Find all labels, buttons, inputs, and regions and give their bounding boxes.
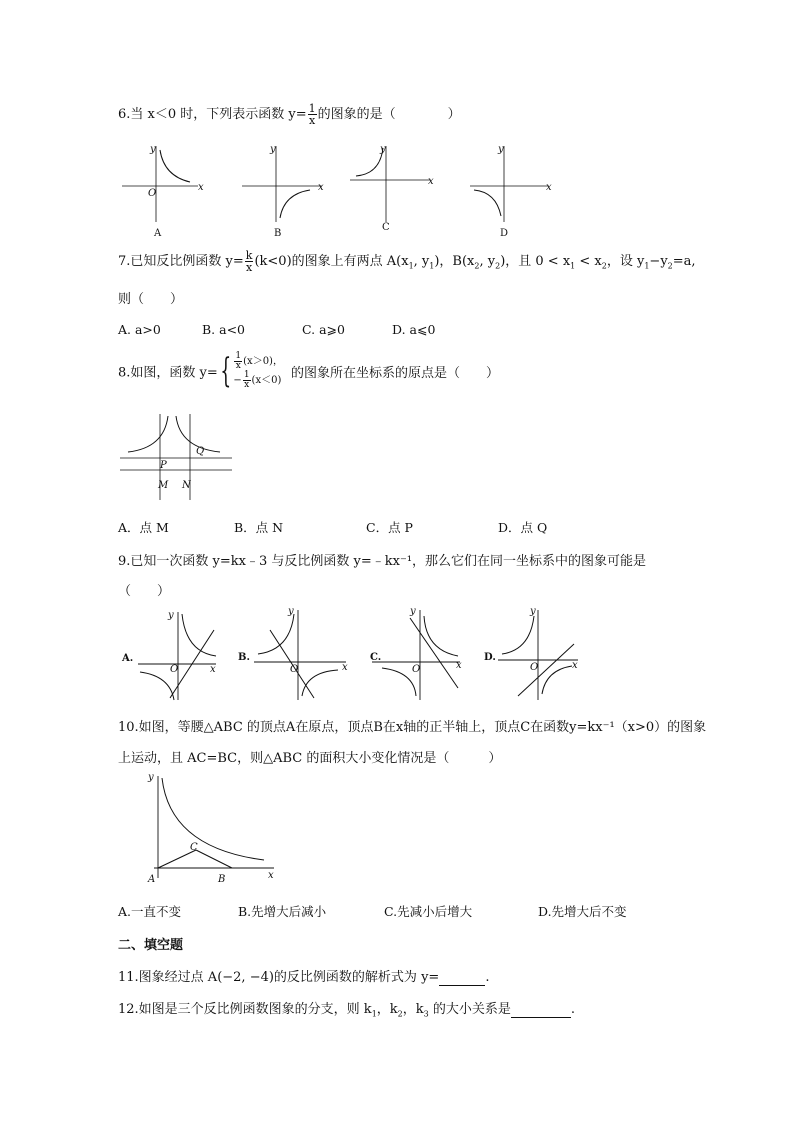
svg-text:x: x [268,870,274,881]
svg-text:C.: C. [370,652,382,663]
question-9: 9.已知一次函数 y=kx﹣3 与反比例函数 y=﹣kx⁻¹，那么它们在同一坐标系中的图象可能是 [118,554,647,569]
svg-text:O: O [412,664,421,675]
q10-option-c[interactable]: C.先减小后增大 [384,904,473,919]
question-11: 11.图象经过点 A(−2, −4)的反比例函数的解析式为 y= . [118,970,490,985]
q10-option-a[interactable]: A.一直不变 [118,904,182,919]
q8-graph [120,412,232,502]
svg-text:y: y [288,606,294,617]
q6-label-b: B [274,228,282,239]
svg-text:y: y [270,144,276,155]
q12-answer-blank[interactable] [511,1002,571,1018]
q6-label-a: A [154,228,162,239]
svg-text:y: y [498,144,504,155]
q10-label-a: A [148,874,156,885]
q9-graph-d [484,606,578,700]
q6-a-origin: O [148,188,157,199]
q8-option-a[interactable]: A．点 M [118,520,169,535]
svg-text:y: y [148,772,154,783]
q9-graph-a [121,610,216,700]
q6-graph-a [122,144,204,222]
svg-text:y: y [530,606,536,617]
svg-text:x: x [342,662,348,673]
q10-line2: 上运动，且 AC=BC，则△ABC 的面积大小变化情况是（ ） [118,751,502,766]
q6-fraction: $\frac{1}{x}$ [308,102,316,127]
q8-option-b[interactable]: B．点 N [234,520,284,535]
q6-label-c: C [382,222,390,233]
q7-option-a[interactable]: A. a>0 [118,322,161,337]
q11-answer-blank[interactable] [439,970,485,986]
q8-label-p: P [160,460,167,471]
svg-text:D.: D. [484,652,496,663]
q10-graph [140,770,290,886]
svg-text:y: y [380,144,386,155]
q8-brace: { [220,351,232,391]
svg-text:x: x [572,660,578,671]
svg-text:x: x [198,182,204,193]
q8-label-n: N [182,480,191,491]
question-10: 10.如图，等腰△ABC 的顶点A在原点，顶点B在x轴的正半轴上，顶点C在函数y=kx⁻¹（x>0）的图象 [118,720,707,735]
question-7: 7.已知反比例函数 y= $\frac{k}{x}$ (k<0)的图象上有两点 $A(x_1$, $y_1$)，$B(x_2$, $y_2$)，且 $0 < x_1 < x_2$，设 $y_1-y_2=a$, [118,249,696,274]
svg-text:y: y [150,144,156,155]
q9-graph-c [370,606,462,700]
svg-text:B.: B. [238,652,250,663]
q6-prefix: 6.当 x＜0 时，下列表示函数 y= [118,107,307,122]
q6-graph-d [470,144,552,222]
svg-text:x: x [210,664,216,675]
q7-line2: 则（ ） [118,292,184,307]
question-12: 12.如图是三个反比例函数图象的分支，则 $k_1$，$k_2$，$k_3$ 的大小关系是 . [118,1002,576,1019]
section-fill-in-title: 二、填空题 [118,938,184,953]
svg-text:x: x [318,182,324,193]
q8-option-d[interactable]: D．点 Q [498,520,548,535]
svg-text:O: O [290,664,299,675]
question-8: 8.如图，函数 y={ $\frac{1}{x}$ (x＞0)， − $\frac{1}{x}$ (x＜0) 的图象所在坐标系的原点是（ ） [118,351,499,391]
q10-option-b[interactable]: B.先增大后减小 [238,904,327,919]
q6-label-d: D [500,228,509,239]
q7-option-d[interactable]: D. a⩽0 [392,322,436,337]
svg-text:x: x [546,182,552,193]
q10-label-c: C [190,842,198,853]
q7-option-c[interactable]: C. a⩾0 [302,322,345,337]
svg-text:y: y [168,610,174,621]
q10-option-d[interactable]: D.先增大后不变 [538,904,627,919]
q8-label-q: Q [196,446,205,457]
q9-line2: （ ） [118,584,171,599]
svg-text:x: x [456,660,462,671]
q9-graphs [120,604,580,704]
q8-option-c[interactable]: C．点 P [366,520,413,535]
svg-text:A.: A. [122,653,134,664]
q8-label-m: M [158,480,169,491]
svg-text:y: y [410,606,416,617]
q6-graph-b [242,144,324,222]
svg-text:O: O [530,662,539,673]
q10-label-b: B [218,874,226,885]
q6-graph-c [350,144,434,222]
q7-option-b[interactable]: B. a<0 [202,322,246,337]
q8-piecewise: $\frac{1}{x}$ (x＞0)， − $\frac{1}{x}$ (x＜0) [233,351,283,390]
svg-text:O: O [170,664,179,675]
question-6 [118,103,461,126]
q9-graph-b [238,606,348,700]
q6-suffix: 的图象的是（ ） [317,107,461,122]
q6-graphs [118,140,558,240]
svg-text:x: x [428,176,434,187]
